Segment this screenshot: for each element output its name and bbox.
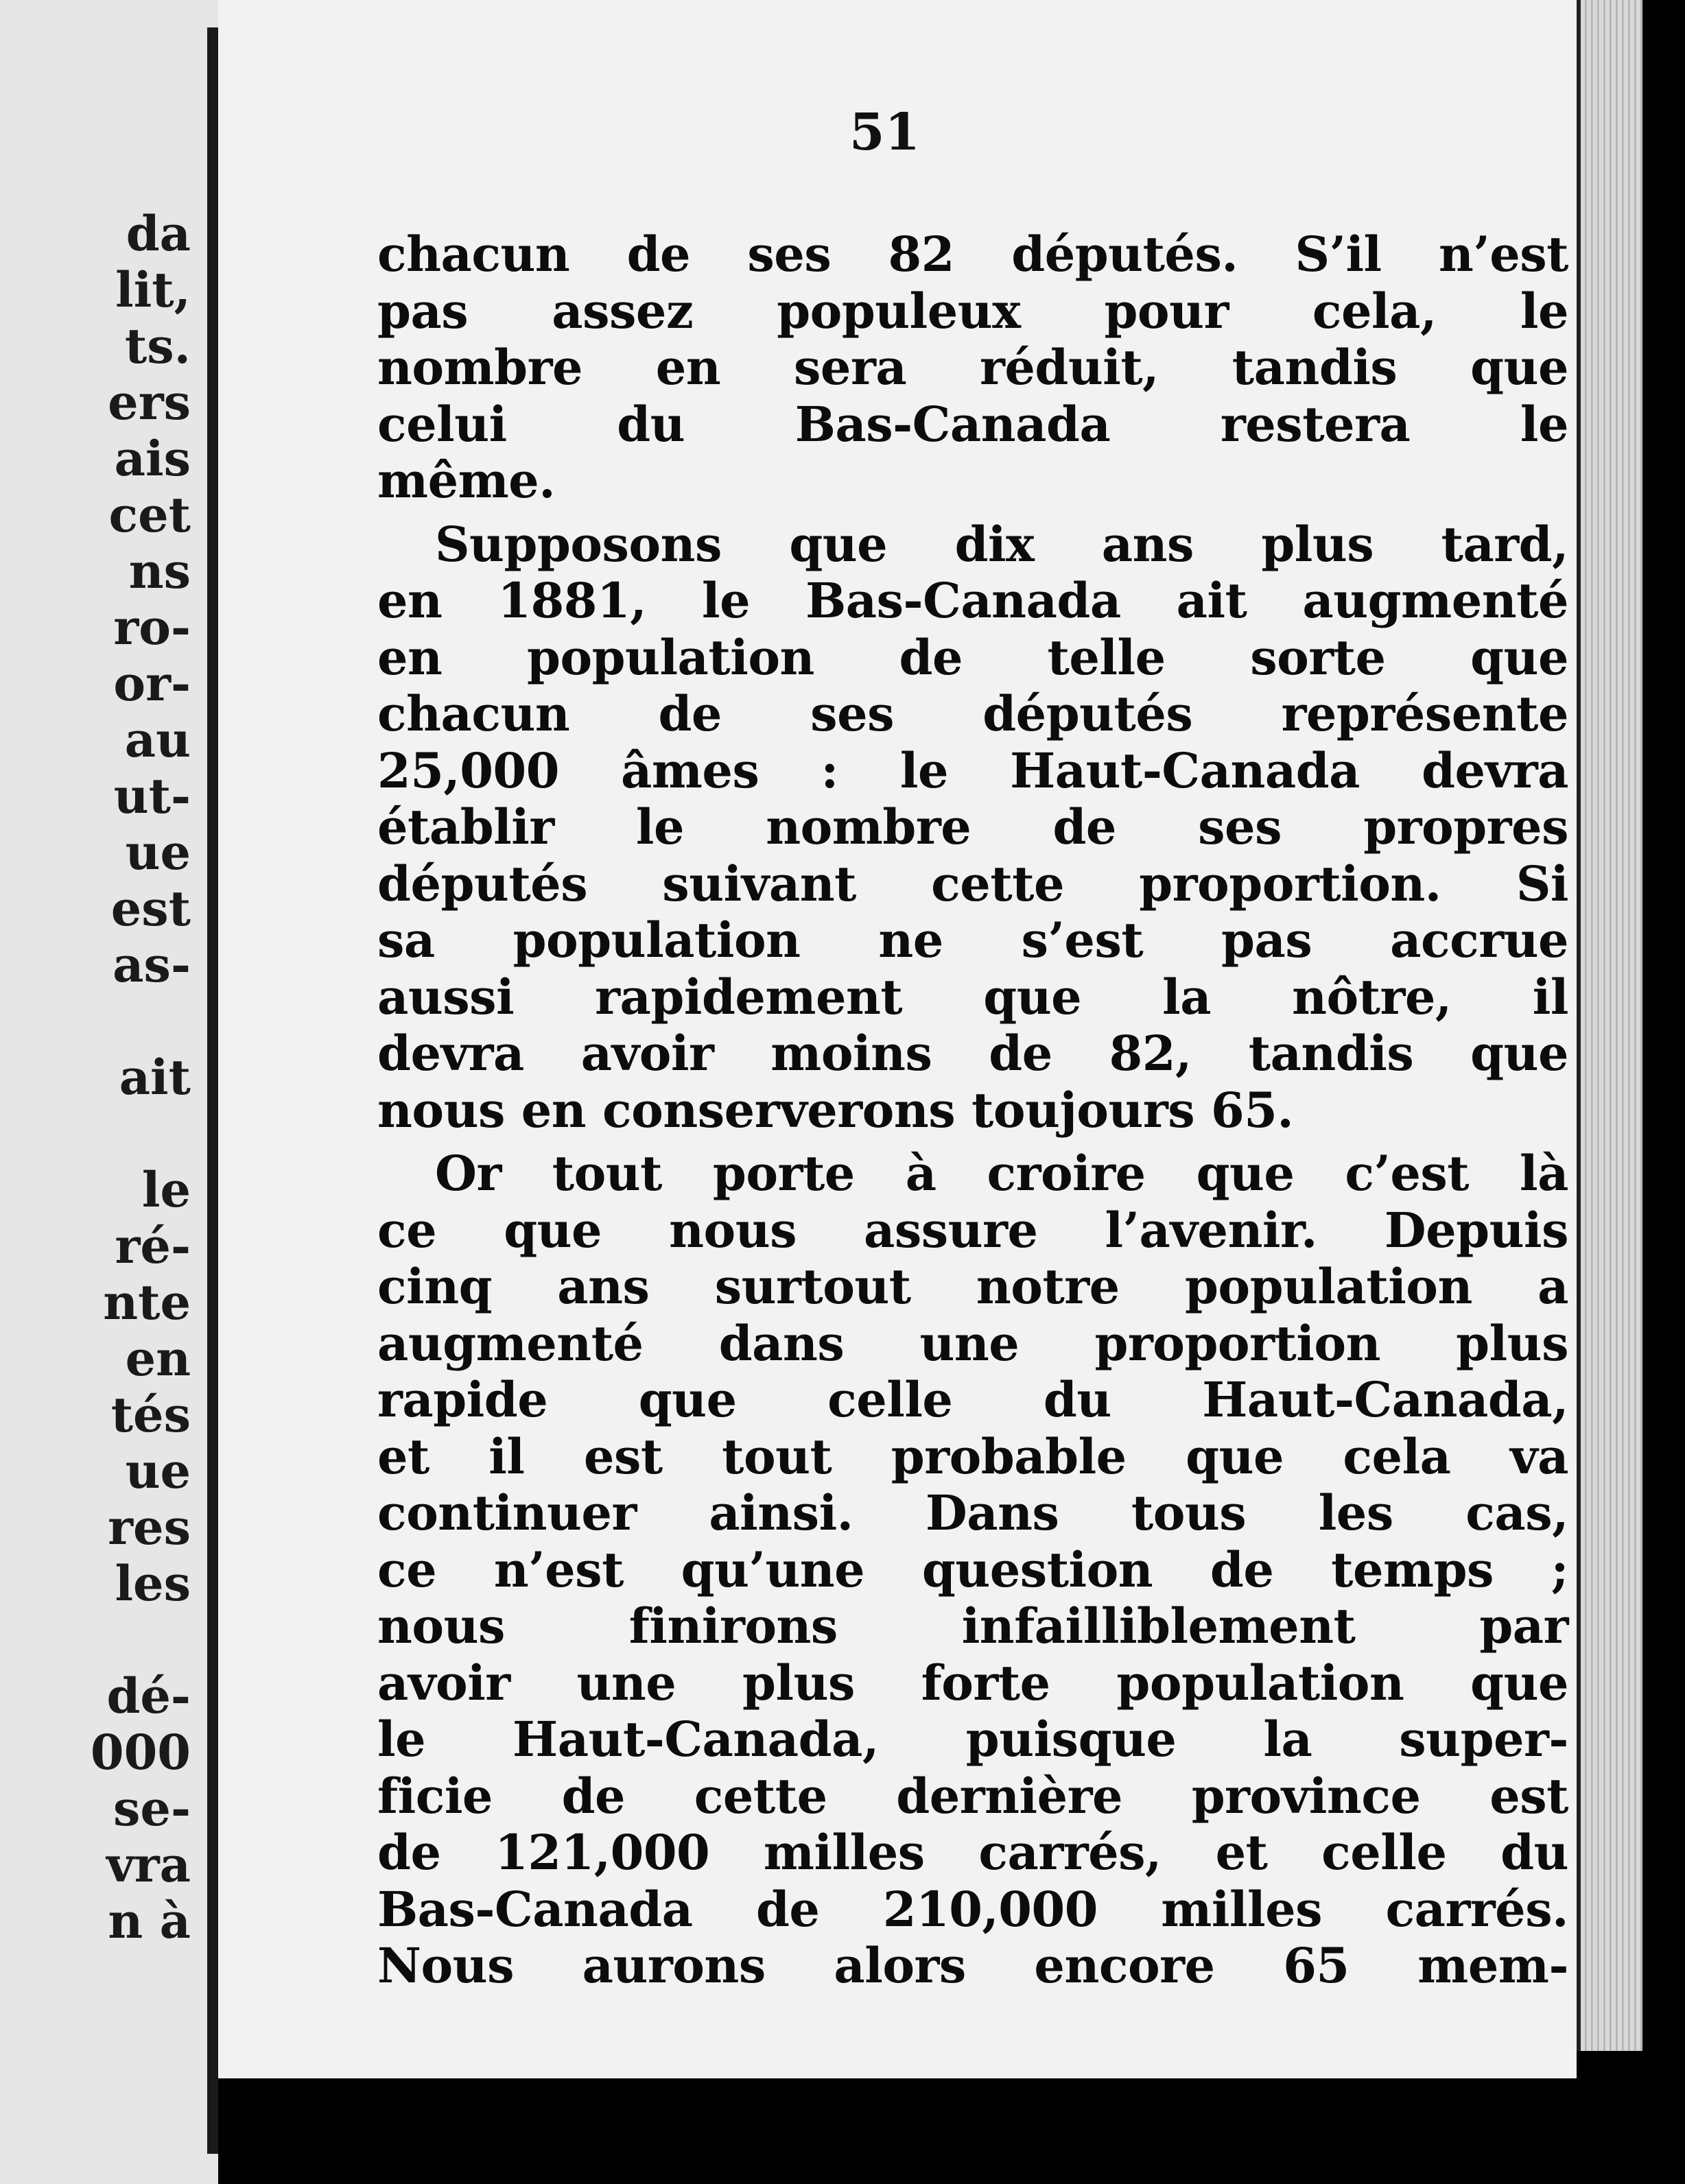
text-line: devra avoir moins de 82, tandis que — [377, 1025, 1568, 1082]
text-line: Or tout porte à croire que c’est là — [435, 1145, 1568, 1202]
text-line: 25,000 âmes : le Haut-Canada devra — [377, 741, 1568, 799]
left-page-fragment: ue — [125, 1443, 191, 1499]
text-line: chacun de ses députés représente — [377, 685, 1568, 742]
left-page-fragment: ré- — [115, 1218, 191, 1274]
left-page-fragment: as- — [113, 936, 191, 993]
left-facing-page — [0, 0, 218, 2184]
text-line: chacun de ses 82 députés. S’il n’est — [377, 226, 1568, 283]
text-line: Supposons que dix ans plus tard, — [435, 515, 1568, 573]
text-line: députés suivant cette proportion. Si — [377, 855, 1568, 912]
left-page-fragment — [91, 1106, 191, 1162]
book-page — [218, 0, 1577, 2078]
text-line: ficie de cette dernière province est — [377, 1767, 1568, 1825]
text-line: cinq ans surtout notre population a — [377, 1258, 1568, 1315]
text-line: nombre en sera réduit, tandis que — [377, 339, 1568, 396]
paragraph — [377, 1146, 1568, 1995]
text-line: sa population ne s’est pas accrue — [377, 912, 1568, 969]
text-line: établir le nombre de ses propres — [377, 798, 1568, 855]
text-line: nous finirons infailliblement par — [377, 1598, 1568, 1654]
text-line: ce que nous assure l’avenir. Depuis — [377, 1201, 1568, 1259]
left-page-fragment: ut- — [113, 768, 191, 824]
left-page-fragment: tés — [110, 1386, 191, 1443]
page-text-body — [377, 226, 1568, 2002]
text-line: continuer ainsi. Dans tous les cas, — [377, 1484, 1568, 1541]
text-line: nous en conserverons toujours 65. — [377, 1081, 1294, 1139]
text-line: pas assez populeux pour cela, le — [377, 282, 1568, 340]
text-line: avoir une plus forte population que — [377, 1654, 1568, 1711]
left-page-fragment: 000 — [90, 1724, 191, 1781]
left-page-fragment: vra — [106, 1836, 191, 1893]
left-page-fragment: ts. — [124, 318, 191, 375]
text-line: le Haut-Canada, puisque la super- — [377, 1711, 1568, 1768]
left-page-fragment: res — [108, 1499, 191, 1556]
text-line: rapide que celle du Haut-Canada, — [377, 1371, 1568, 1428]
left-page-fragment: lit, — [115, 261, 191, 318]
left-page-text-fragments — [91, 206, 191, 1949]
text-line: ce n’est qu’une question de temps ; — [377, 1541, 1568, 1598]
left-page-fragment: dé- — [106, 1667, 191, 1724]
text-line: augmenté dans une proportion plus — [377, 1314, 1568, 1372]
book-gutter — [207, 27, 218, 2154]
left-page-fragment — [91, 1612, 191, 1668]
text-line: en population de telle sorte que — [377, 628, 1568, 686]
left-page-fragment: est — [110, 880, 191, 937]
text-line: en 1881, le Bas-Canada ait augmenté — [377, 572, 1568, 629]
text-line: aussi rapidement que la nôtre, il — [377, 968, 1568, 1025]
page-number: 51 — [849, 103, 920, 162]
left-page-fragment: n à — [108, 1892, 191, 1949]
left-page-fragment: ers — [108, 374, 191, 431]
page-edges — [1577, 0, 1642, 2051]
left-page-fragment — [91, 993, 191, 1049]
left-page-fragment: ns — [128, 543, 191, 600]
left-page-fragment: ro- — [113, 599, 191, 656]
text-line: même. — [377, 452, 556, 509]
left-page-fragment: le — [141, 1161, 191, 1218]
text-line: Bas-Canada de 210,000 milles carrés. — [377, 1880, 1568, 1938]
left-page-fragment: se- — [113, 1780, 191, 1837]
left-page-fragment: ais — [114, 430, 191, 487]
left-page-fragment: en — [125, 1330, 191, 1387]
left-page-fragment: nte — [103, 1274, 191, 1331]
text-line: celui du Bas-Canada restera le — [377, 395, 1568, 453]
left-page-fragment: da — [126, 205, 191, 262]
left-page-fragment: au — [124, 711, 191, 768]
paragraph — [377, 517, 1568, 1139]
left-page-fragment: ait — [119, 1049, 191, 1106]
left-page-fragment: ue — [125, 824, 191, 881]
left-page-fragment: cet — [108, 486, 191, 543]
text-line: de 121,000 milles carrés, et celle du — [377, 1824, 1568, 1881]
text-line: Nous aurons alors encore 65 mem- — [377, 1937, 1568, 1994]
left-page-fragment: les — [115, 1555, 191, 1612]
text-line: et il est tout probable que cela va — [377, 1427, 1568, 1485]
left-page-fragment: or- — [113, 655, 191, 712]
paragraph — [377, 226, 1568, 510]
